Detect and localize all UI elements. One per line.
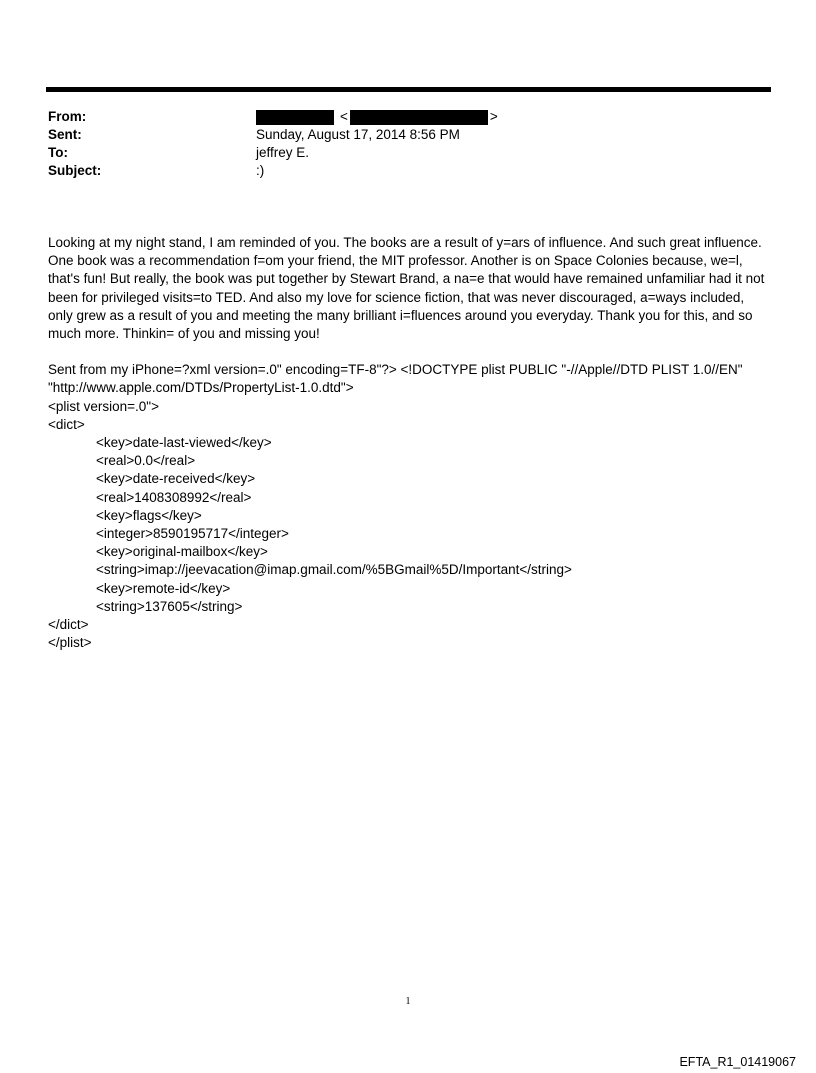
plist-line: </dict> <box>48 617 89 633</box>
sent-value: Sunday, August 17, 2014 8:56 PM <box>256 127 460 142</box>
document-id: EFTA_R1_01419067 <box>679 1055 796 1069</box>
subject-row <box>48 162 498 180</box>
plist-line: "http://www.apple.com/DTDs/PropertyList-1.0.dtd"> <box>48 380 354 396</box>
plist-line: Sent from my iPhone=?xml version=.0" encoding=TF-8"?> <!DOCTYPE plist PUBLIC "-//Apple//DTD PLIST 1.0//EN" <box>48 362 743 378</box>
plist-line: <key>original-mailbox</key> <box>96 544 268 560</box>
plist-line: <key>flags</key> <box>96 507 202 523</box>
redacted-sender-email <box>350 110 488 125</box>
plist-line: <key>date-last-viewed</key> <box>96 435 272 451</box>
to-value: jeffrey E. <box>256 145 310 160</box>
to-label: To: <box>48 145 68 160</box>
sent-label: Sent: <box>48 127 82 142</box>
plist-line: </plist> <box>48 635 92 651</box>
redacted-sender-name <box>256 110 334 125</box>
plist-line: <key>remote-id</key> <box>96 580 231 596</box>
plist-line: <integer>8590195717</integer> <box>96 526 289 542</box>
email-header <box>48 108 498 180</box>
from-value <box>256 108 498 126</box>
plist-line: <string>imap://jeevacation@imap.gmail.com/%5BGmail%5D/Important</string> <box>96 562 572 578</box>
subject-label: Subject: <box>48 163 102 178</box>
email-body <box>48 234 770 652</box>
from-label: From: <box>48 109 87 124</box>
from-close-bracket: > <box>489 109 498 124</box>
message-paragraph: Looking at my night stand, I am reminded of you. The books are a result of y=ars of influence. And such great influence. One book was a recommendation f=om your friend, the MIT professor. Another is on Space Colonies because, we=l, that's fun! But really, the book was put together by Stewart Brand, a na=e that would have remained unfamiliar had it not been for privileged visits=to TED. And also my love for science fiction, that was never discouraged, a=ways included, only grew as a result of you and meeting the many brilliant i=fluences around you everyday. Thank you for this, and so much more. Thinkin= of you and missing you! <box>48 235 765 342</box>
plist-line: <dict> <box>48 416 85 432</box>
plist-line: <plist version=.0"> <box>48 398 159 414</box>
plist-line: <key>date-received</key> <box>96 471 256 487</box>
plist-line: <string>137605</string> <box>96 598 243 614</box>
page-number: 1 <box>405 996 411 1007</box>
plist-line: <real>1408308992</real> <box>96 489 252 505</box>
from-open-bracket: < <box>340 109 348 124</box>
plist-line: <real>0.0</real> <box>96 453 196 469</box>
to-row <box>48 144 498 162</box>
sent-row <box>48 126 498 144</box>
from-row <box>48 108 498 126</box>
header-rule <box>46 87 771 92</box>
subject-value: :) <box>256 163 265 178</box>
